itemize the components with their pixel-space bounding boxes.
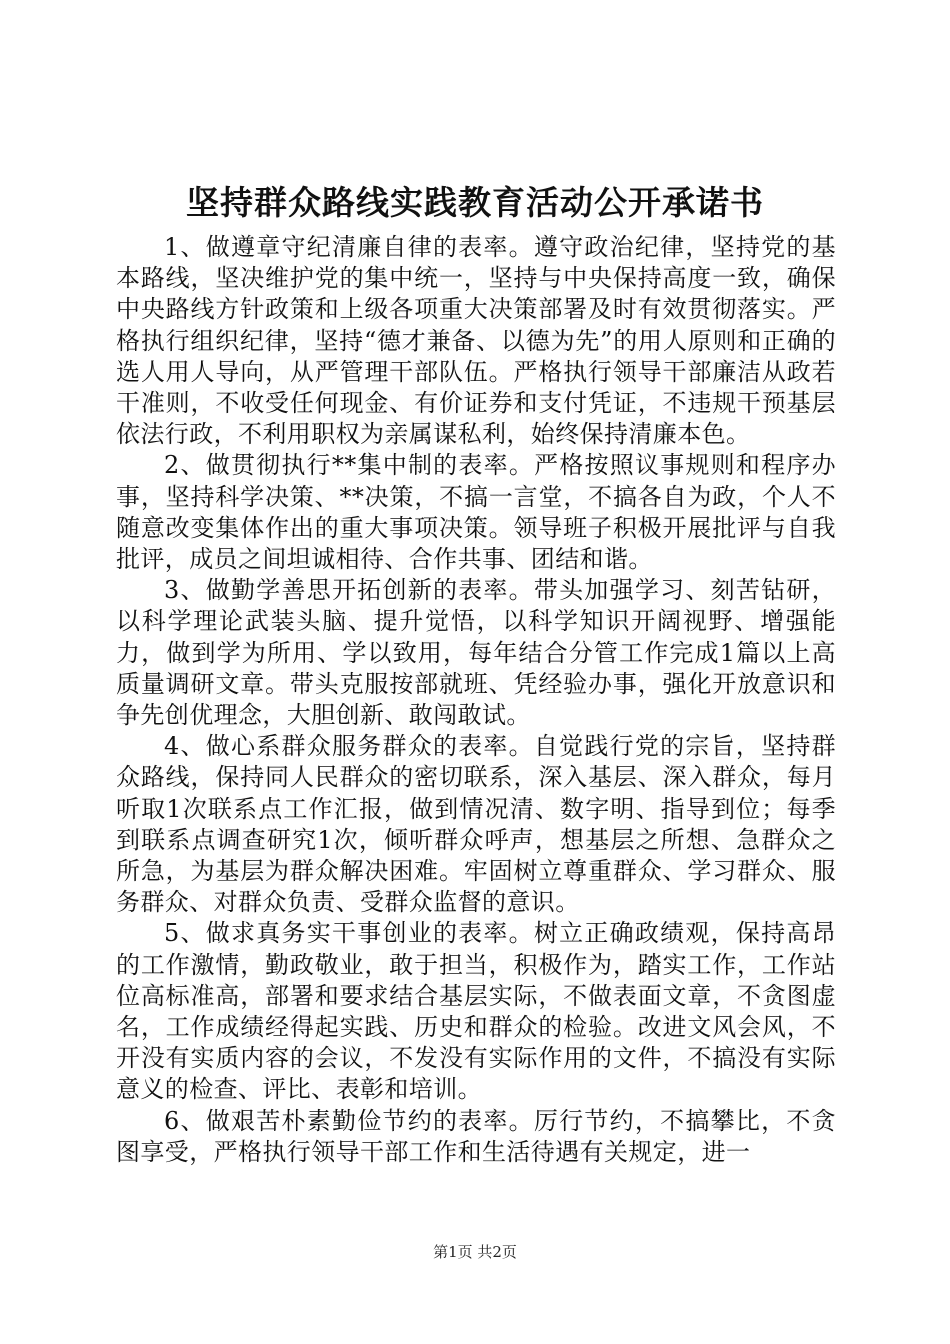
paragraph-2: 2、做贯彻执行**集中制的表率。严格按照议事规则和程序办事，坚持科学决策、**决策，不搞一言堂，不搞各自为政，个人不随意改变集体作出的重大事项决策。领导班子积极开展批评与自我批评，成员之间坦诚相待、合作共事、团结和谐。 [116,451,836,574]
paragraph-3: 3、做勤学善思开拓创新的表率。带头加强学习、刻苦钻研，以科学理论武装头脑、提升觉悟，以科学知识开阔视野、增强能力，做到学为所用、学以致用，每年结合分管工作完成1篇以上高质量调研文章。带头克服按部就班、凭经验办事，强化开放意识和争先创优理念，大胆创新、敢闯敢试。 [116,576,836,730]
document-title: 坚持群众路线实践教育活动公开承诺书 [186,183,764,222]
paragraph-6: 6、做艰苦朴素勤俭节约的表率。厉行节约，不搞攀比，不贪图享受，严格执行领导干部工作和生活待遇有关规定，进一 [116,1106,836,1166]
paragraph-5: 5、做求真务实干事创业的表率。树立正确政绩观，保持高昂的工作激情，勤政敬业，敢于担当，积极作为，踏实工作，工作站位高标准高，部署和要求结合基层实际，不做表面文章，不贪图虚名，工作成绩经得起实践、历史和群众的检验。改进文风会风，不开没有实质内容的会议，不发没有实际作用的文件，不搞没有实际意义的检查、评比、表彰和培训。 [116,919,836,1104]
page-footer: 第1页 共2页 [433,1243,517,1261]
paragraph-4: 4、做心系群众服务群众的表率。自觉践行党的宗旨，坚持群众路线，保持同人民群众的密切联系，深入基层、深入群众，每月听取1次联系点工作汇报，做到情况清、数字明、指导到位；每季到联系点调查研究1次，倾听群众呼声，想基层之所想、急群众之所急，为基层为群众解决困难。牢固树立尊重群众、学习群众、服务群众、对群众负责、受群众监督的意识。 [116,732,836,917]
paragraph-1: 1、做遵章守纪清廉自律的表率。遵守政治纪律，坚持党的基本路线，坚决维护党的集中统一，坚持与中央保持高度一致，确保中央路线方针政策和上级各项重大决策部署及时有效贯彻落实。严格执行组织纪律，坚持“德才兼备、以德为先”的用人原则和正确的选人用人导向，从严管理干部队伍。严格执行领导干部廉洁从政若干准则，不收受任何现金、有价证券和支付凭证，不违规干预基层依法行政，不利用职权为亲属谋私利，始终保持清廉本色。 [116,233,836,449]
document-body [116,232,836,1168]
